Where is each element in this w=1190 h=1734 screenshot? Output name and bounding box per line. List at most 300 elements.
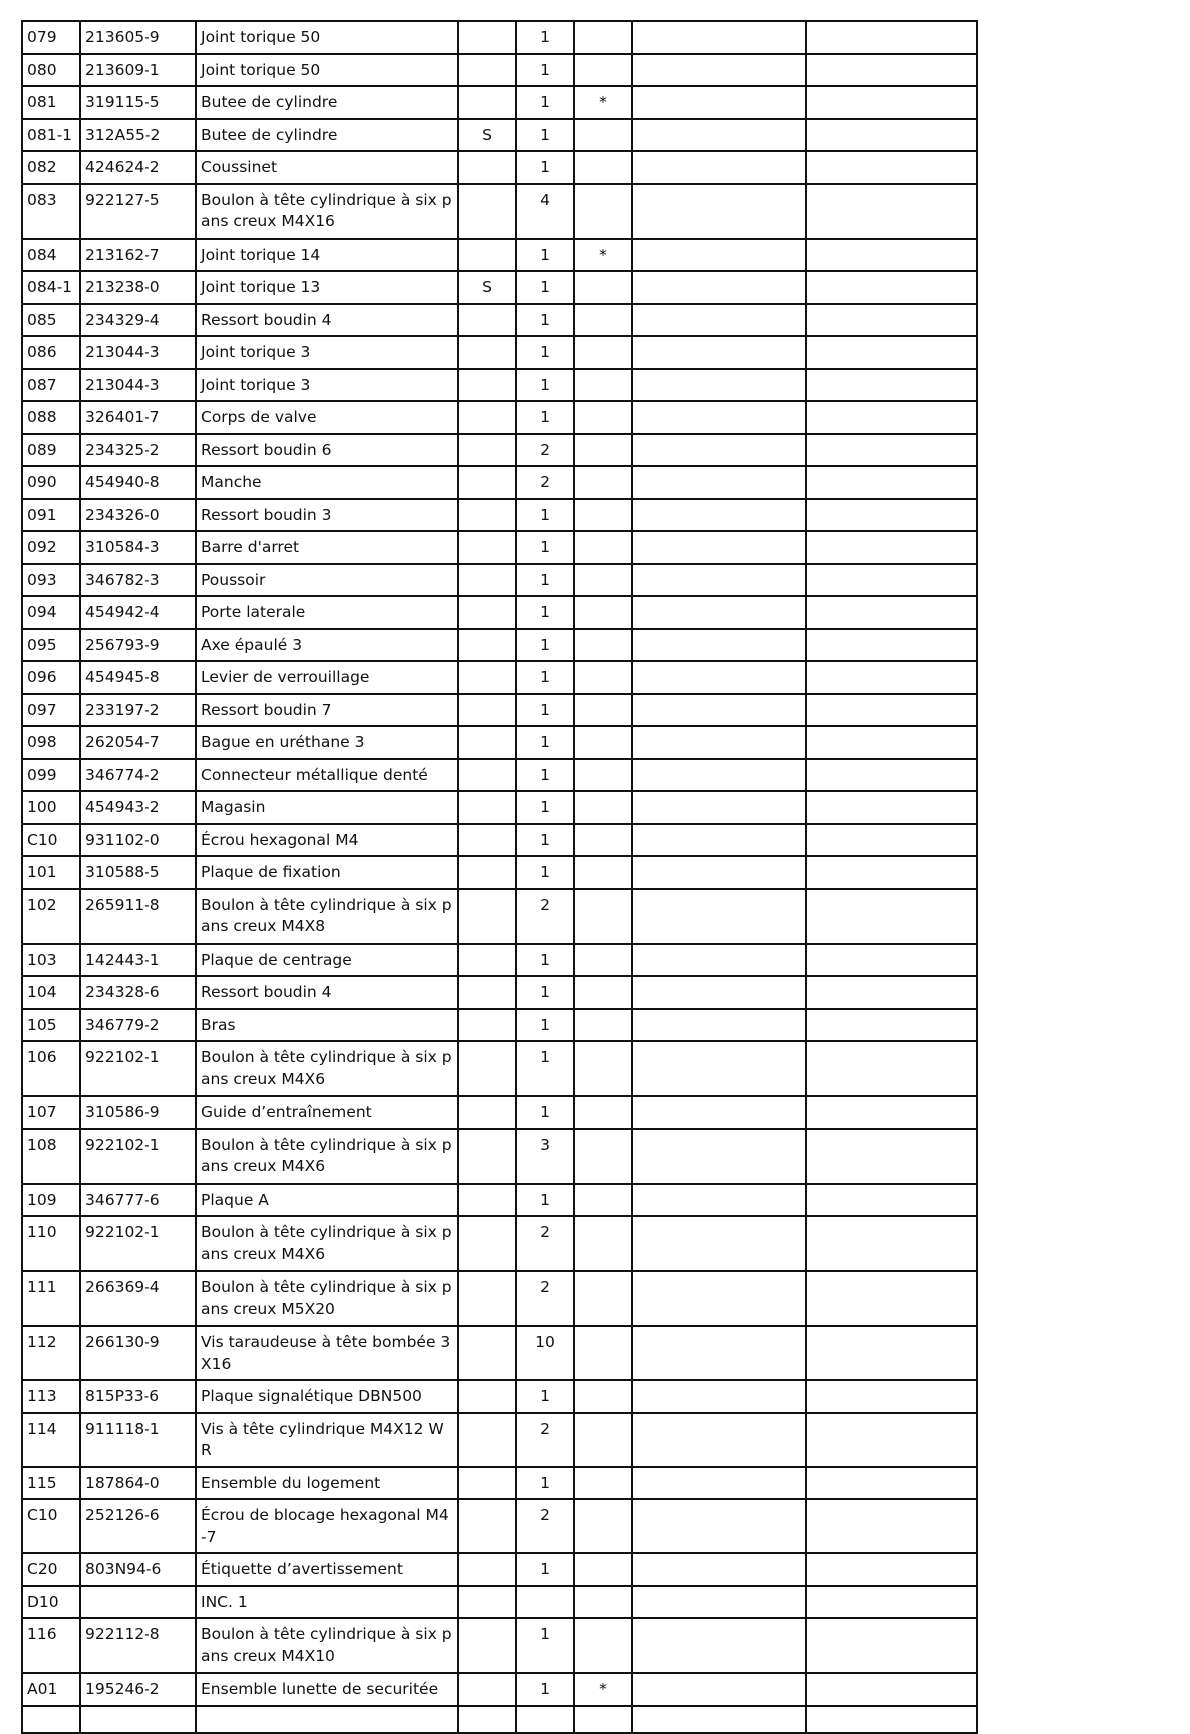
part-number-cell: 234325-2 xyxy=(80,434,196,467)
item-number-cell: C20 xyxy=(22,1553,80,1586)
blank-cell xyxy=(806,1184,977,1217)
blank-cell xyxy=(632,1041,806,1096)
description-cell: Boulon à tête cylindrique à six pans creux M4X6 xyxy=(196,1129,458,1184)
description-cell: Joint torique 50 xyxy=(196,54,458,87)
quantity-cell: 1 xyxy=(516,1618,574,1673)
table-row xyxy=(22,1184,977,1217)
description-cell: Joint torique 14 xyxy=(196,239,458,272)
table-row xyxy=(22,271,977,304)
blank-cell xyxy=(632,1216,806,1271)
blank-cell xyxy=(632,1009,806,1042)
table-row xyxy=(22,791,977,824)
part-number-cell: 266369-4 xyxy=(80,1271,196,1326)
supersession-cell xyxy=(458,1413,516,1467)
description-cell: Ressort boudin 4 xyxy=(196,304,458,337)
blank-cell xyxy=(632,791,806,824)
blank-cell xyxy=(806,661,977,694)
part-number-cell: 256793-9 xyxy=(80,629,196,662)
table-row xyxy=(22,1586,977,1619)
item-number-cell: 111 xyxy=(22,1271,80,1326)
blank-cell xyxy=(806,336,977,369)
blank-cell xyxy=(632,661,806,694)
table-row xyxy=(22,1041,977,1096)
supersession-cell xyxy=(458,1586,516,1619)
blank-cell xyxy=(806,401,977,434)
description-cell: Ressort boudin 3 xyxy=(196,499,458,532)
quantity-cell: 1 xyxy=(516,304,574,337)
table-row xyxy=(22,759,977,792)
blank-cell xyxy=(632,629,806,662)
blank-cell xyxy=(632,531,806,564)
blank-cell xyxy=(632,369,806,402)
note-mark-cell xyxy=(574,1618,632,1673)
table-row xyxy=(22,1271,977,1326)
quantity-cell: 1 xyxy=(516,271,574,304)
item-number-cell: 113 xyxy=(22,1380,80,1413)
description-cell: Joint torique 3 xyxy=(196,369,458,402)
quantity-cell: 1 xyxy=(516,629,574,662)
item-number-cell: 091 xyxy=(22,499,80,532)
note-mark-cell xyxy=(574,661,632,694)
part-number-cell: 213605-9 xyxy=(80,21,196,54)
blank-cell xyxy=(806,759,977,792)
item-number-cell: 095 xyxy=(22,629,80,662)
blank-cell xyxy=(806,1129,977,1184)
blank-cell xyxy=(632,271,806,304)
item-number-cell: 108 xyxy=(22,1129,80,1184)
blank-cell xyxy=(632,434,806,467)
table-row xyxy=(22,661,977,694)
supersession-cell xyxy=(458,791,516,824)
quantity-cell: 1 xyxy=(516,1096,574,1129)
blank-cell xyxy=(806,596,977,629)
supersession-cell xyxy=(458,1326,516,1380)
part-number-cell: 213609-1 xyxy=(80,54,196,87)
blank-cell xyxy=(806,499,977,532)
supersession-cell xyxy=(458,629,516,662)
table-row xyxy=(22,119,977,152)
note-mark-cell: * xyxy=(574,86,632,119)
quantity-cell: 2 xyxy=(516,466,574,499)
blank-cell xyxy=(632,824,806,857)
note-mark-cell xyxy=(574,369,632,402)
supersession-cell xyxy=(458,1129,516,1184)
item-number-cell: 100 xyxy=(22,791,80,824)
blank-cell xyxy=(806,889,977,944)
part-number-cell: 454945-8 xyxy=(80,661,196,694)
item-number-cell: 079 xyxy=(22,21,80,54)
table-row xyxy=(22,239,977,272)
blank-cell xyxy=(806,1096,977,1129)
table-row xyxy=(22,944,977,977)
note-mark-cell xyxy=(574,434,632,467)
part-number-cell: 234328-6 xyxy=(80,976,196,1009)
item-number-cell: 112 xyxy=(22,1326,80,1380)
blank-cell xyxy=(806,271,977,304)
note-mark-cell xyxy=(574,1041,632,1096)
blank-cell xyxy=(806,694,977,727)
table-row xyxy=(22,824,977,857)
description-cell: Joint torique 3 xyxy=(196,336,458,369)
description-cell: Magasin xyxy=(196,791,458,824)
quantity-cell: 1 xyxy=(516,86,574,119)
part-number-cell: 310586-9 xyxy=(80,1096,196,1129)
table-row xyxy=(22,531,977,564)
item-number-cell: 103 xyxy=(22,944,80,977)
item-number-cell: 107 xyxy=(22,1096,80,1129)
part-number-cell: 319115-5 xyxy=(80,86,196,119)
blank-cell xyxy=(632,21,806,54)
quantity-cell: 1 xyxy=(516,1673,574,1706)
supersession-cell xyxy=(458,499,516,532)
table-row xyxy=(22,184,977,239)
blank-cell xyxy=(806,1271,977,1326)
part-number-cell: 142443-1 xyxy=(80,944,196,977)
blank-cell xyxy=(806,1009,977,1042)
quantity-cell: 1 xyxy=(516,401,574,434)
item-number-cell: 087 xyxy=(22,369,80,402)
blank-cell xyxy=(196,1706,458,1733)
description-cell: Boulon à tête cylindrique à six pans creux M4X16 xyxy=(196,184,458,239)
note-mark-cell xyxy=(574,889,632,944)
blank-cell xyxy=(632,54,806,87)
blank-cell xyxy=(632,184,806,239)
blank-cell xyxy=(806,1413,977,1467)
quantity-cell: 1 xyxy=(516,726,574,759)
blank-cell xyxy=(806,466,977,499)
blank-cell xyxy=(632,759,806,792)
item-number-cell: 097 xyxy=(22,694,80,727)
table-row xyxy=(22,86,977,119)
quantity-cell xyxy=(516,1586,574,1619)
quantity-cell: 1 xyxy=(516,21,574,54)
note-mark-cell xyxy=(574,531,632,564)
item-number-cell: 105 xyxy=(22,1009,80,1042)
supersession-cell xyxy=(458,21,516,54)
blank-cell xyxy=(806,1499,977,1553)
note-mark-cell xyxy=(574,1326,632,1380)
supersession-cell xyxy=(458,184,516,239)
description-cell: Boulon à tête cylindrique à six pans creux M4X10 xyxy=(196,1618,458,1673)
description-cell: Ressort boudin 6 xyxy=(196,434,458,467)
blank-cell xyxy=(632,596,806,629)
item-number-cell: 101 xyxy=(22,856,80,889)
blank-cell xyxy=(806,21,977,54)
supersession-cell xyxy=(458,401,516,434)
blank-cell xyxy=(806,1618,977,1673)
description-cell: Plaque de fixation xyxy=(196,856,458,889)
blank-cell xyxy=(632,694,806,727)
table-row xyxy=(22,1499,977,1553)
blank-cell xyxy=(632,1271,806,1326)
note-mark-cell xyxy=(574,976,632,1009)
supersession-cell xyxy=(458,1380,516,1413)
blank-cell xyxy=(632,499,806,532)
description-cell: Barre d'arret xyxy=(196,531,458,564)
note-mark-cell xyxy=(574,629,632,662)
supersession-cell xyxy=(458,1216,516,1271)
table-row xyxy=(22,151,977,184)
table-row xyxy=(22,726,977,759)
table-row xyxy=(22,1467,977,1500)
note-mark-cell xyxy=(574,1216,632,1271)
blank-cell xyxy=(632,976,806,1009)
blank-cell xyxy=(806,564,977,597)
blank-cell xyxy=(632,1129,806,1184)
description-cell: Plaque signalétique DBN500 xyxy=(196,1380,458,1413)
note-mark-cell xyxy=(574,1467,632,1500)
quantity-cell: 1 xyxy=(516,824,574,857)
supersession-cell xyxy=(458,1618,516,1673)
quantity-cell: 1 xyxy=(516,151,574,184)
note-mark-cell xyxy=(574,1553,632,1586)
quantity-cell: 10 xyxy=(516,1326,574,1380)
quantity-cell: 1 xyxy=(516,564,574,597)
supersession-cell xyxy=(458,336,516,369)
quantity-cell: 2 xyxy=(516,434,574,467)
description-cell: Boulon à tête cylindrique à six pans creux M4X6 xyxy=(196,1041,458,1096)
note-mark-cell xyxy=(574,759,632,792)
blank-cell xyxy=(806,726,977,759)
quantity-cell: 2 xyxy=(516,1413,574,1467)
part-number-cell: 187864-0 xyxy=(80,1467,196,1500)
part-number-cell: 213162-7 xyxy=(80,239,196,272)
blank-cell xyxy=(632,1184,806,1217)
item-number-cell: 081-1 xyxy=(22,119,80,152)
note-mark-cell xyxy=(574,856,632,889)
blank-cell xyxy=(516,1706,574,1733)
blank-cell xyxy=(632,1096,806,1129)
blank-cell xyxy=(806,629,977,662)
table-row xyxy=(22,694,977,727)
description-cell: Vis à tête cylindrique M4X12 WR xyxy=(196,1413,458,1467)
item-number-cell: 089 xyxy=(22,434,80,467)
blank-cell xyxy=(632,889,806,944)
item-number-cell: 081 xyxy=(22,86,80,119)
supersession-cell: S xyxy=(458,119,516,152)
supersession-cell xyxy=(458,1673,516,1706)
blank-cell xyxy=(806,151,977,184)
quantity-cell: 1 xyxy=(516,239,574,272)
blank-cell xyxy=(632,1413,806,1467)
quantity-cell: 1 xyxy=(516,1380,574,1413)
description-cell: Connecteur métallique denté xyxy=(196,759,458,792)
description-cell: Axe épaulé 3 xyxy=(196,629,458,662)
item-number-cell: 093 xyxy=(22,564,80,597)
description-cell: Ensemble lunette de securitée xyxy=(196,1673,458,1706)
supersession-cell xyxy=(458,726,516,759)
description-cell: Étiquette d’avertissement xyxy=(196,1553,458,1586)
blank-cell xyxy=(806,1586,977,1619)
quantity-cell: 1 xyxy=(516,1184,574,1217)
part-number-cell: 346774-2 xyxy=(80,759,196,792)
note-mark-cell xyxy=(574,1096,632,1129)
part-number-cell: 195246-2 xyxy=(80,1673,196,1706)
description-cell: Bras xyxy=(196,1009,458,1042)
supersession-cell xyxy=(458,1009,516,1042)
description-cell: Ensemble du logement xyxy=(196,1467,458,1500)
blank-cell xyxy=(806,86,977,119)
table-row xyxy=(22,1553,977,1586)
part-number-cell: 454943-2 xyxy=(80,791,196,824)
blank-cell xyxy=(632,726,806,759)
note-mark-cell xyxy=(574,1184,632,1217)
note-mark-cell xyxy=(574,271,632,304)
quantity-cell: 2 xyxy=(516,889,574,944)
part-number-cell: 922112-8 xyxy=(80,1618,196,1673)
blank-cell xyxy=(806,531,977,564)
note-mark-cell xyxy=(574,944,632,977)
quantity-cell: 1 xyxy=(516,1009,574,1042)
item-number-cell: 116 xyxy=(22,1618,80,1673)
quantity-cell: 1 xyxy=(516,369,574,402)
note-mark-cell xyxy=(574,151,632,184)
part-number-cell xyxy=(80,1586,196,1619)
table-row xyxy=(22,304,977,337)
part-number-cell: 252126-6 xyxy=(80,1499,196,1553)
quantity-cell: 1 xyxy=(516,944,574,977)
supersession-cell xyxy=(458,856,516,889)
supersession-cell xyxy=(458,694,516,727)
note-mark-cell xyxy=(574,564,632,597)
note-mark-cell xyxy=(574,824,632,857)
blank-cell xyxy=(632,1326,806,1380)
blank-cell xyxy=(806,976,977,1009)
quantity-cell: 1 xyxy=(516,661,574,694)
supersession-cell xyxy=(458,304,516,337)
part-number-cell: 266130-9 xyxy=(80,1326,196,1380)
part-number-cell: 922102-1 xyxy=(80,1216,196,1271)
blank-cell xyxy=(632,1618,806,1673)
quantity-cell: 1 xyxy=(516,976,574,1009)
note-mark-cell xyxy=(574,401,632,434)
description-cell: Ressort boudin 4 xyxy=(196,976,458,1009)
blank-cell xyxy=(632,1553,806,1586)
blank-cell xyxy=(806,434,977,467)
supersession-cell xyxy=(458,466,516,499)
blank-cell xyxy=(806,239,977,272)
note-mark-cell xyxy=(574,726,632,759)
blank-cell xyxy=(806,1380,977,1413)
blank-cell xyxy=(806,1706,977,1733)
blank-cell xyxy=(632,401,806,434)
blank-cell xyxy=(632,1467,806,1500)
supersession-cell: S xyxy=(458,271,516,304)
part-number-cell: 346782-3 xyxy=(80,564,196,597)
item-number-cell: 092 xyxy=(22,531,80,564)
quantity-cell: 2 xyxy=(516,1499,574,1553)
note-mark-cell: * xyxy=(574,1673,632,1706)
table-row xyxy=(22,1216,977,1271)
supersession-cell xyxy=(458,54,516,87)
table-row xyxy=(22,1413,977,1467)
description-cell: Butee de cylindre xyxy=(196,119,458,152)
parts-list-body xyxy=(22,21,977,1733)
item-number-cell: 099 xyxy=(22,759,80,792)
description-cell: Poussoir xyxy=(196,564,458,597)
note-mark-cell xyxy=(574,791,632,824)
item-number-cell: 088 xyxy=(22,401,80,434)
table-row xyxy=(22,499,977,532)
blank-cell xyxy=(574,1706,632,1733)
blank-cell xyxy=(632,856,806,889)
item-number-cell: 085 xyxy=(22,304,80,337)
note-mark-cell xyxy=(574,694,632,727)
part-number-cell: 911118-1 xyxy=(80,1413,196,1467)
part-number-cell: 346777-6 xyxy=(80,1184,196,1217)
item-number-cell: 086 xyxy=(22,336,80,369)
quantity-cell: 1 xyxy=(516,759,574,792)
table-row xyxy=(22,1129,977,1184)
part-number-cell: 803N94-6 xyxy=(80,1553,196,1586)
blank-cell xyxy=(632,564,806,597)
blank-cell xyxy=(806,791,977,824)
item-number-cell: A01 xyxy=(22,1673,80,1706)
item-number-cell: C10 xyxy=(22,824,80,857)
part-number-cell: 922127-5 xyxy=(80,184,196,239)
quantity-cell: 1 xyxy=(516,1553,574,1586)
supersession-cell xyxy=(458,1553,516,1586)
table-row xyxy=(22,889,977,944)
quantity-cell: 1 xyxy=(516,1041,574,1096)
part-number-cell: 233197-2 xyxy=(80,694,196,727)
quantity-cell: 1 xyxy=(516,54,574,87)
description-cell: INC. 1 xyxy=(196,1586,458,1619)
table-row xyxy=(22,1380,977,1413)
item-number-cell: 096 xyxy=(22,661,80,694)
description-cell: Corps de valve xyxy=(196,401,458,434)
note-mark-cell xyxy=(574,184,632,239)
blank-cell xyxy=(632,1499,806,1553)
supersession-cell xyxy=(458,86,516,119)
supersession-cell xyxy=(458,239,516,272)
part-number-cell: 234326-0 xyxy=(80,499,196,532)
supersession-cell xyxy=(458,596,516,629)
part-number-cell: 931102-0 xyxy=(80,824,196,857)
note-mark-cell xyxy=(574,119,632,152)
description-cell: Vis taraudeuse à tête bombée 3X16 xyxy=(196,1326,458,1380)
blank-cell xyxy=(632,304,806,337)
blank-cell xyxy=(632,151,806,184)
item-number-cell: 082 xyxy=(22,151,80,184)
supersession-cell xyxy=(458,824,516,857)
part-number-cell: 454940-8 xyxy=(80,466,196,499)
part-number-cell: 234329-4 xyxy=(80,304,196,337)
quantity-cell: 1 xyxy=(516,1467,574,1500)
description-cell: Plaque de centrage xyxy=(196,944,458,977)
item-number-cell: 083 xyxy=(22,184,80,239)
quantity-cell: 3 xyxy=(516,1129,574,1184)
quantity-cell: 1 xyxy=(516,694,574,727)
part-number-cell: 213238-0 xyxy=(80,271,196,304)
parts-list-table xyxy=(21,20,978,1734)
blank-cell xyxy=(806,304,977,337)
table-row xyxy=(22,21,977,54)
blank-cell xyxy=(632,1586,806,1619)
blank-cell xyxy=(80,1706,196,1733)
supersession-cell xyxy=(458,1467,516,1500)
blank-cell xyxy=(632,119,806,152)
blank-cell xyxy=(806,119,977,152)
blank-cell xyxy=(458,1706,516,1733)
item-number-cell: 094 xyxy=(22,596,80,629)
item-number-cell: C10 xyxy=(22,1499,80,1553)
table-row xyxy=(22,629,977,662)
blank-cell xyxy=(632,1673,806,1706)
blank-cell xyxy=(806,184,977,239)
blank-cell xyxy=(632,86,806,119)
note-mark-cell xyxy=(574,54,632,87)
